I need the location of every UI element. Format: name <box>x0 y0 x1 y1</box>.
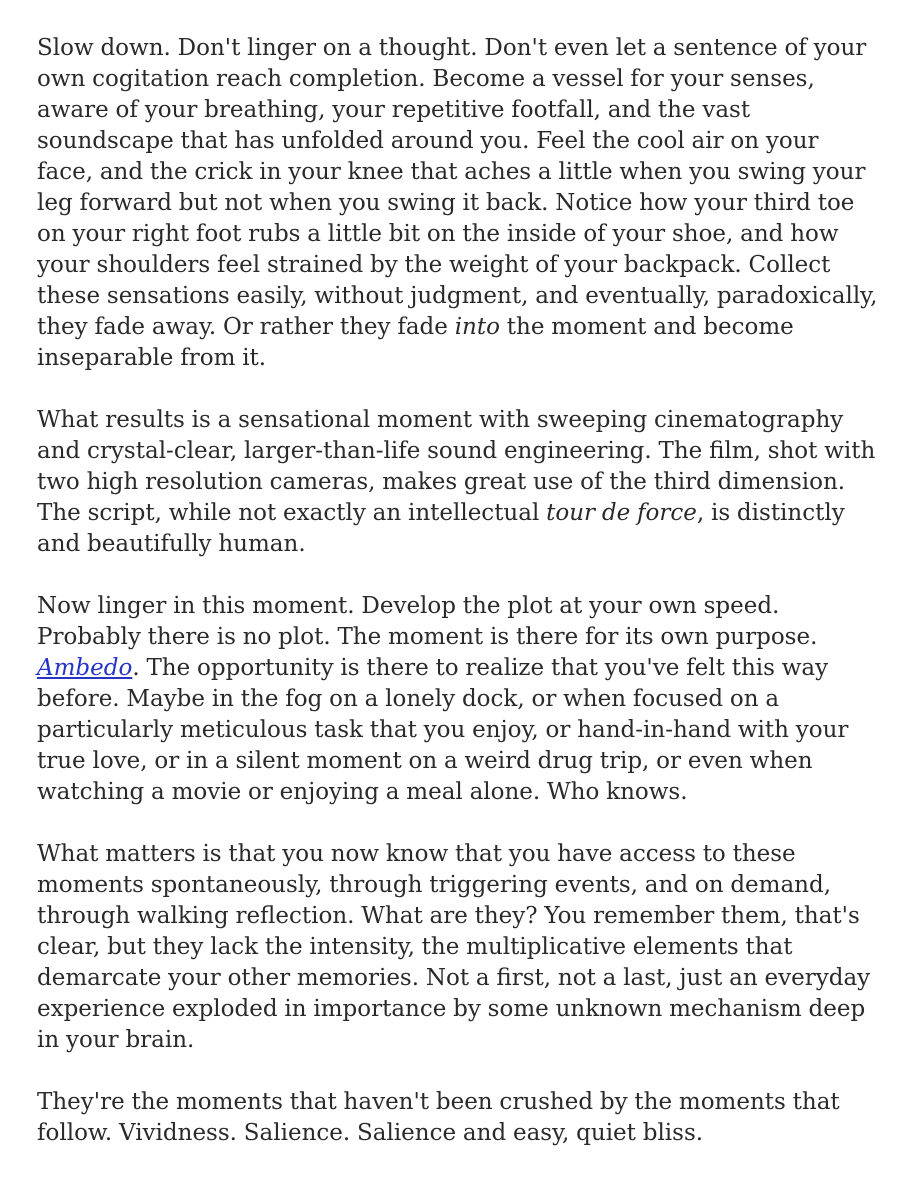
paragraph-3-text-end: . The opportunity is there to realize that you've felt this way before. Maybe in the fog on a lonely dock, or when focused on a particularly meticulous task that you enjoy, or hand-in-hand with your true love, or in a silent moment on a weird drug trip, or even when watching a movie or enjoying a meal alone. Who knows. <box>37 655 849 805</box>
paragraph-2 <box>37 405 881 560</box>
paragraph-4: What matters is that you now know that you have access to these moments spontaneously, through triggering events, and on demand, through walking reflection. What are they? You remember them, that's clear, but they lack the intensity, the multiplicative elements that demarcate your other memories. Not a first, not a last, just an everyday experience exploded in importance by some unknown mechanism deep in your brain. <box>37 841 871 1053</box>
paragraph-2-emphasis: tour de force <box>546 500 697 526</box>
paragraph-1 <box>37 33 881 374</box>
ambedo-link[interactable]: Ambedo <box>37 655 133 681</box>
paragraph-5: They're the moments that haven't been crushed by the moments that follow. Vividness. Salience. Salience and easy, quiet bliss. <box>37 1089 840 1146</box>
paragraph-1-emphasis: into <box>454 314 500 340</box>
paragraph-2-text-start: What results is a sensational moment with sweeping cinematography and crystal-clear, larger-than-life sound engineering. The film, shot with two high resolution cameras, makes great use of the third dimension. The script, while not exactly an intellectual <box>37 407 876 526</box>
paragraph-3-text-start: Now linger in this moment. Develop the plot at your own speed. Probably there is no plot. The moment is there for its own purpose. <box>37 593 818 650</box>
paragraph-1-text-end: the moment and become inseparable from it. <box>37 314 794 371</box>
paragraph-2-text-end: , is distinctly and beautifully human. <box>37 500 845 557</box>
paragraph-1-text-start: Slow down. Don't linger on a thought. Don't even let a sentence of your own cogitation reach completion. Become a vessel for your senses, aware of your breathing, your repetitive footfall, and the vast soundscape that has unfolded around you. Feel the cool air on your face, and the crick in your knee that aches a little when you swing your leg forward but not when you swing it back. Notice how your third toe on your right foot rubs a little bit on the inside of your shoe, and how your shoulders feel strained by the weight of your backpack. Collect these sensations easily, without judgment, and eventually, paradoxically, they fade away. Or rather they fade <box>37 35 878 340</box>
paragraph-3 <box>37 591 881 808</box>
